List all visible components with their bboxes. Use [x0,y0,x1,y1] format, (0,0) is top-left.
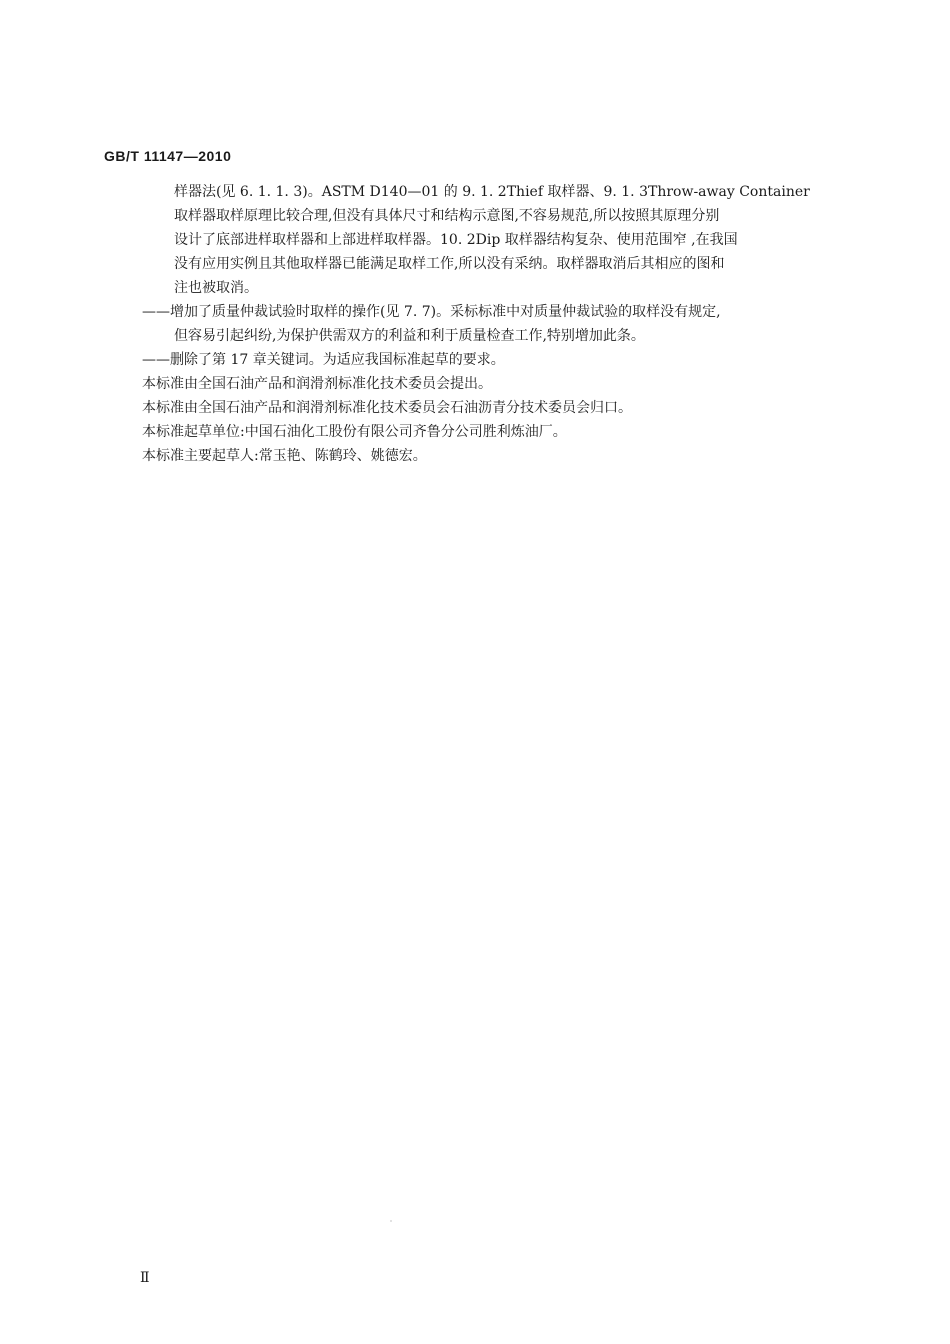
standard-code-header: GB/T 11147—2010 [104,148,232,164]
drafters-statement: 本标准主要起草人:常玉艳、陈鹤玲、姚德宏。 [142,448,427,464]
text-line: 样器法(见 6. 1. 1. 3)。ASTM D140—01 的 9. 1. 2Thief 取样器、9. 1. 3Throw-away Container [174,184,810,200]
dash-item-paragraph: ——删除了第 17 章关键词。为适应我国标准起草的要求。 [142,352,505,368]
text-line: 取样器取样原理比较合理,但没有具体尺寸和结构示意图,不容易规范,所以按照其原理分别 [174,208,720,224]
scan-speck [390,1220,392,1222]
text-line: 注也被取消。 [174,280,258,296]
administrator-statement: 本标准由全国石油产品和润滑剂标准化技术委员会石油沥青分技术委员会归口。 [142,400,632,416]
dash-item-paragraph: ——增加了质量仲裁试验时取样的操作(见 7. 7)。采标标准中对质量仲裁试验的取样没有规定, [142,304,721,320]
proposer-statement: 本标准由全国石油产品和润滑剂标准化技术委员会提出。 [142,376,492,392]
text-line: 没有应用实例且其他取样器已能满足取样工作,所以没有采纳。取样器取消后其相应的图和 [174,256,725,272]
page-number: Ⅱ [140,1271,150,1286]
drafting-unit-statement: 本标准起草单位:中国石油化工股份有限公司齐鲁分公司胜利炼油厂。 [142,424,567,440]
text-line: 设计了底部进样取样器和上部进样取样器。10. 2Dip 取样器结构复杂、使用范围窄 ,在我国 [174,232,738,248]
text-line: 但容易引起纠纷,为保护供需双方的利益和利于质量检查工作,特别增加此条。 [174,328,645,344]
document-body [142,180,852,468]
